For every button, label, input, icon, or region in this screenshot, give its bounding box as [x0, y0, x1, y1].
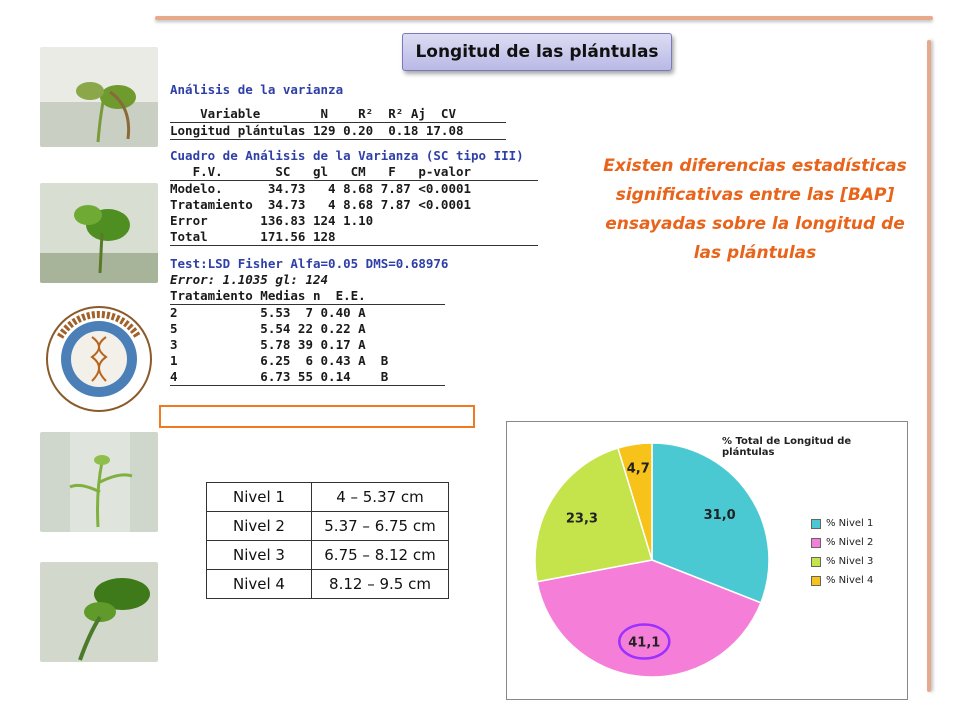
chart-title: % Total de Longitud de plántulas	[722, 436, 852, 458]
plantlet-photo-1	[40, 47, 158, 147]
legend-swatch	[811, 557, 821, 567]
plantlet-photo-3	[40, 432, 158, 532]
pie-data-label: 23,3	[565, 511, 598, 527]
table-row	[207, 570, 449, 599]
legend-item	[811, 514, 873, 533]
level-range: 6.75 – 8.12 cm	[312, 541, 449, 570]
table-row	[207, 512, 449, 541]
table-row	[207, 483, 449, 512]
pie-data-label: 4,7	[626, 461, 650, 477]
legend-swatch	[811, 576, 821, 586]
highlight-box	[159, 405, 475, 428]
cuadro-header: Cuadro de Análisis de la Varianza (SC tipo III)	[170, 148, 524, 163]
anova-output	[170, 82, 590, 386]
pie-data-label: 31,0	[703, 507, 736, 523]
cuadro-row: Total 171.56 128	[170, 229, 538, 246]
anova-header: Análisis de la varianza	[170, 82, 344, 97]
legend-label: % Nivel 1	[826, 518, 874, 529]
level-name: Nivel 4	[207, 570, 312, 599]
test-row: 1 6.25 6 0.43 A B	[170, 353, 389, 368]
anova-table-header: Variable N R² R² Aj CV	[170, 106, 506, 123]
level-name: Nivel 1	[207, 483, 312, 512]
test-row: 2 5.53 7 0.40 A	[170, 305, 366, 320]
test-error: Error: 1.1035 gl: 124	[170, 272, 329, 287]
legend-label: % Nivel 4	[826, 575, 874, 586]
level-name: Nivel 3	[207, 541, 312, 570]
legend-item	[811, 533, 873, 552]
legend-item	[811, 552, 873, 571]
biotecnologia-lab-logo	[40, 297, 158, 419]
top-divider	[155, 16, 933, 20]
level-name: Nivel 2	[207, 512, 312, 541]
right-divider	[927, 40, 931, 692]
cuadro-row: Modelo. 34.73 4 8.68 7.87 <0.0001	[170, 181, 472, 196]
table-row	[207, 541, 449, 570]
test-row: 5 5.54 22 0.22 A	[170, 321, 366, 336]
anova-table-row: Longitud plántulas 129 0.20 0.18 17.08	[170, 123, 506, 140]
cuadro-row: Error 136.83 124 1.10	[170, 213, 374, 228]
plantlet-photo-2	[40, 183, 158, 283]
plantlet-photo-4	[40, 562, 158, 662]
chart-legend	[811, 514, 873, 590]
legend-label: % Nivel 3	[826, 556, 874, 567]
legend-label: % Nivel 2	[826, 537, 874, 548]
conclusion-text: Existen diferencias estadísticas significativas entre las [BAP] ensayadas sobre la longitud de las plántulas	[603, 156, 907, 263]
level-range: 4 – 5.37 cm	[312, 483, 449, 512]
test-header: Test:LSD Fisher Alfa=0.05 DMS=0.68976	[170, 256, 449, 271]
cuadro-columns: F.V. SC gl CM F p-valor	[170, 164, 538, 181]
page-title: Longitud de las plántulas	[402, 33, 672, 71]
legend-item	[811, 571, 873, 590]
level-range: 8.12 – 9.5 cm	[312, 570, 449, 599]
test-row: 4 6.73 55 0.14 B	[170, 369, 445, 386]
level-range: 5.37 – 6.75 cm	[312, 512, 449, 541]
levels-table	[206, 482, 449, 599]
legend-swatch	[811, 538, 821, 548]
pie-data-label: 41,1	[628, 635, 661, 651]
legend-swatch	[811, 519, 821, 529]
test-columns: Tratamiento Medias n E.E.	[170, 288, 445, 305]
test-row: 3 5.78 39 0.17 A	[170, 337, 366, 352]
cuadro-row: Tratamiento 34.73 4 8.68 7.87 <0.0001	[170, 197, 472, 212]
pie-chart	[506, 421, 908, 700]
